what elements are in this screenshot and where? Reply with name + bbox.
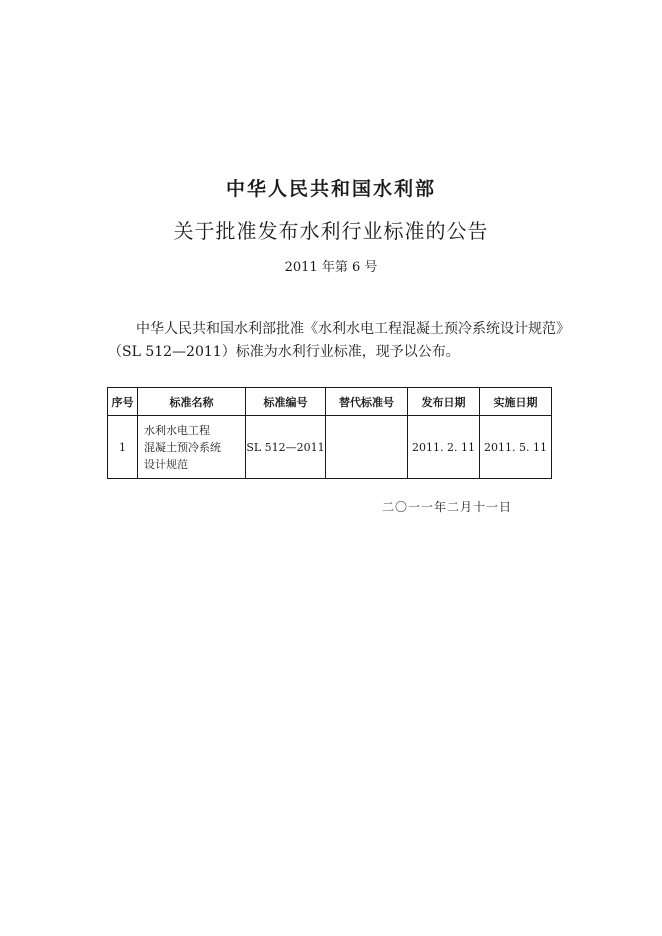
announcement-number: 2011 年第 6 号 [284, 260, 378, 275]
header-published: 发布日期 [408, 388, 480, 416]
name-line: 设计规范 [144, 457, 188, 471]
name-line: 混凝土预冷系统 [144, 440, 221, 454]
cell-effective: 2011. 5. 11 [480, 416, 552, 479]
cell-seq: 1 [108, 416, 138, 479]
announcement-title: 关于批准发布水利行业标准的公告 [173, 219, 489, 243]
issue-date: 二〇一一年二月十一日 [382, 500, 513, 514]
cell-code: SL 512—2011 [246, 416, 326, 479]
cell-published: 2011. 2. 11 [408, 416, 480, 479]
cell-name [138, 416, 246, 479]
issuer-heading: 中华人民共和国水利部 [225, 178, 436, 200]
cell-replaces [326, 416, 408, 479]
table-header-row [108, 388, 552, 416]
name-line: 水利水电工程 [144, 423, 210, 437]
table-row [108, 416, 552, 479]
header-effective: 实施日期 [480, 388, 552, 416]
header-seq: 序号 [108, 388, 138, 416]
header-replaces: 替代标准号 [326, 388, 408, 416]
announcement-body: 中华人民共和国水利部批准《水利水电工程混凝土预冷系统设计规范》（SL 512—2011）标准为水利行业标准，现予以公布。 [108, 321, 563, 360]
header-code: 标准编号 [246, 388, 326, 416]
standards-table [107, 387, 552, 479]
header-name: 标准名称 [138, 388, 246, 416]
